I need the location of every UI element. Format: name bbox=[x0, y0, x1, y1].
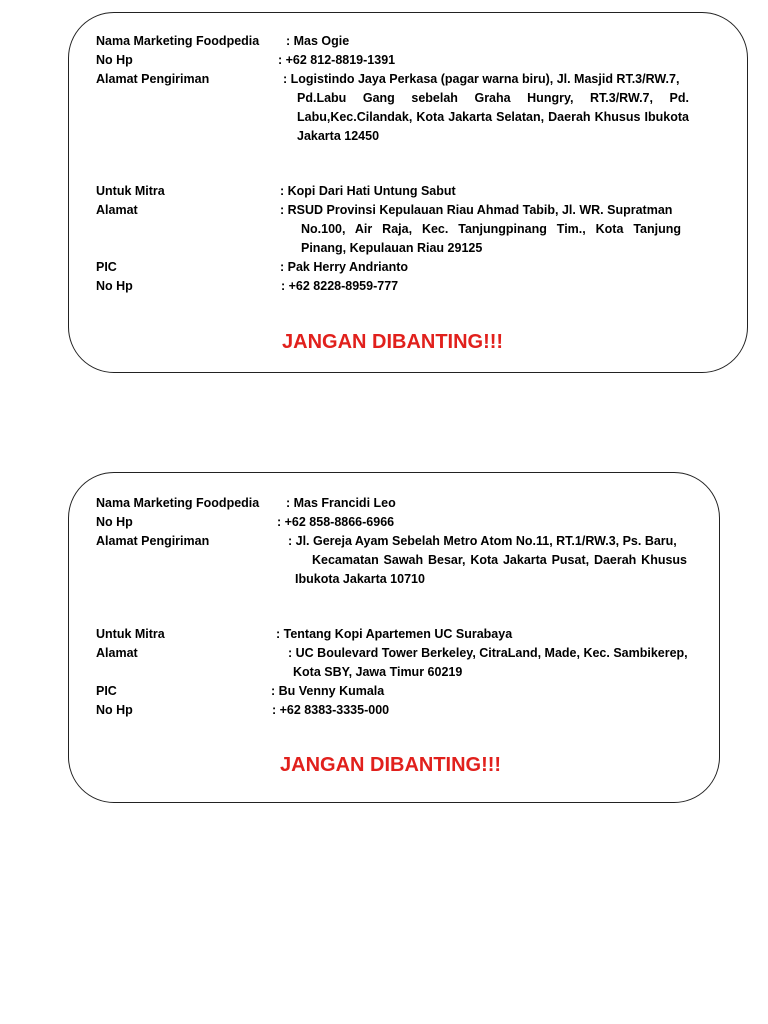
pic-label: PIC bbox=[96, 260, 117, 274]
phone-label: No Hp bbox=[96, 515, 133, 529]
partner-address-label: Alamat bbox=[96, 203, 138, 217]
handle-with-care-warning: JANGAN DIBANTING!!! bbox=[282, 331, 504, 353]
partner-address-value-line1: : UC Boulevard Tower Berkeley, CitraLand, Made, Kec. Sambikerep, bbox=[288, 646, 688, 660]
partner-value: : Kopi Dari Hati Untung Sabut bbox=[280, 184, 456, 198]
pic-phone-value: : +62 8383-3335-000 bbox=[272, 703, 390, 717]
shipping-address-label: Alamat Pengiriman bbox=[96, 534, 210, 548]
pic-phone-label: No Hp bbox=[96, 703, 133, 717]
shipping-address-value-line1: : Jl. Gereja Ayam Sebelah Metro Atom No.11, RT.1/RW.3, Ps. Baru, bbox=[288, 534, 677, 548]
pic-phone-value: : +62 8228-8959-777 bbox=[281, 279, 399, 293]
shipping-address-value-rest: Pd.Labu Gang sebelah Graha Hungry, RT.3/RW.7, Pd. Labu,Kec.Cilandak, Kota Jakarta Selatan, Daerah Khusus Ibukota Jakarta 12450 bbox=[297, 91, 689, 143]
shipping-address-value-line1: : Logistindo Jaya Perkasa (pagar warna biru), Jl. Masjid RT.3/RW.7, bbox=[283, 72, 680, 86]
partner-label: Untuk Mitra bbox=[96, 627, 165, 641]
partner-value: : Tentang Kopi Apartemen UC Surabaya bbox=[276, 627, 513, 641]
phone-value: : +62 858-8866-6966 bbox=[277, 515, 395, 529]
pic-value: : Bu Venny Kumala bbox=[271, 684, 385, 698]
partner-address-value-rest: No.100, Air Raja, Kec. Tanjungpinang Tim., Kota Tanjung Pinang, Kepulauan Riau 29125 bbox=[301, 222, 681, 255]
marketing-name-label: Nama Marketing Foodpedia bbox=[96, 496, 260, 510]
pic-phone-label: No Hp bbox=[96, 279, 133, 293]
shipping-address-value-rest: Kecamatan Sawah Besar, Kota Jakarta Pusat, Daerah Khusus Ibukota Jakarta 10710 bbox=[295, 553, 687, 586]
partner-address-value-rest: Kota SBY, Jawa Timur 60219 bbox=[293, 665, 463, 679]
shipping-address-label: Alamat Pengiriman bbox=[96, 72, 210, 86]
partner-label: Untuk Mitra bbox=[96, 184, 165, 198]
marketing-name-label: Nama Marketing Foodpedia bbox=[96, 34, 260, 48]
handle-with-care-warning: JANGAN DIBANTING!!! bbox=[280, 754, 502, 776]
partner-address-label: Alamat bbox=[96, 646, 138, 660]
pic-value: : Pak Herry Andrianto bbox=[280, 260, 409, 274]
phone-value: : +62 812-8819-1391 bbox=[278, 53, 396, 67]
marketing-name-value: : Mas Ogie bbox=[286, 34, 350, 48]
partner-address-value-line1: : RSUD Provinsi Kepulauan Riau Ahmad Tabib, Jl. WR. Supratman bbox=[280, 203, 673, 217]
pic-label: PIC bbox=[96, 684, 117, 698]
phone-label: No Hp bbox=[96, 53, 133, 67]
marketing-name-value: : Mas Francidi Leo bbox=[286, 496, 396, 510]
